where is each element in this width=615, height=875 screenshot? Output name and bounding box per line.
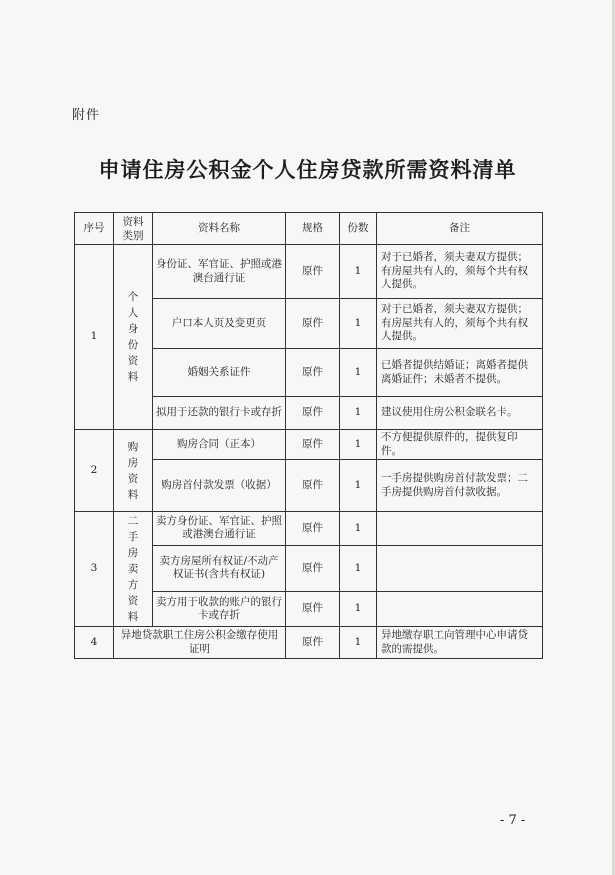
remark-cell: 对于已婚者，须夫妻双方提供；有房屋共有人的，须每个共有权人提供。 [377,245,543,299]
remark-cell: 一手房提供购房首付款发票；二手房提供购房首付款收据。 [377,460,543,512]
header-seq: 序号 [75,213,114,245]
materials-table [74,212,543,659]
remark-cell [377,545,543,592]
copies-cell: 1 [340,627,377,659]
remark-cell [377,592,543,627]
copies-cell: 1 [340,460,377,512]
table-row [75,245,543,299]
name-cell: 身份证、军官证、护照或港澳台通行证 [153,245,286,299]
table-row [75,512,543,546]
spec-cell: 原件 [286,430,340,460]
spec-cell: 原件 [286,512,340,546]
spec-cell: 原件 [286,349,340,397]
spec-cell: 原件 [286,627,340,659]
copies-cell: 1 [340,545,377,592]
spec-cell: 原件 [286,460,340,512]
remark-cell: 建议使用住房公积金联名卡。 [377,397,543,430]
category-cell [114,245,153,430]
copies-cell: 1 [340,299,377,349]
name-cell: 卖方用于收款的账户的银行卡或存折 [153,592,286,627]
header-category [114,213,153,245]
category-cell [114,512,153,627]
category-text: 个人身份资料 [127,291,139,383]
header-name: 资料名称 [153,213,286,245]
remark-cell [377,512,543,546]
remark-cell: 异地缴存职工向管理中心申请贷款的需提供。 [377,627,543,659]
remark-cell: 不方便提供原件的，提供复印件。 [377,430,543,460]
spec-cell: 原件 [286,245,340,299]
document-title: 申请住房公积金个人住房贷款所需资料清单 [98,158,517,182]
copies-cell: 1 [340,245,377,299]
spec-cell: 原件 [286,299,340,349]
seq-cell: 4 [75,627,114,659]
spec-cell: 原件 [286,545,340,592]
remark-cell: 对于已婚者，须夫妻双方提供；有房屋共有人的，须每个共有权人提供。 [377,299,543,349]
name-cell: 拟用于还款的银行卡或存折 [153,397,286,430]
header-remark: 备注 [377,213,543,245]
name-cell: 婚姻关系证件 [153,349,286,397]
table-header-row [75,213,543,245]
name-cell: 购房合同（正本） [153,430,286,460]
page-number: - 7 - [500,813,526,828]
header-spec: 规格 [286,213,340,245]
copies-cell: 1 [340,512,377,546]
seq-cell: 1 [75,245,114,430]
seq-cell: 2 [75,430,114,512]
copies-cell: 1 [340,430,377,460]
remark-cell: 已婚者提供结婚证；离婚者提供离婚证件；未婚者不提供。 [377,349,543,397]
annex-label: 附件 [72,108,101,123]
name-cell: 卖方房屋所有权证/不动产权证书(含共有权证) [153,545,286,592]
seq-cell: 3 [75,512,114,627]
name-cell: 购房首付款发票（收据） [153,460,286,512]
table-row [75,430,543,460]
header-copies: 份数 [340,213,377,245]
name-cell: 异地贷款职工住房公积金缴存使用证明 [114,627,286,659]
category-cell [114,430,153,512]
category-text: 二手房卖方资料 [127,515,139,623]
name-cell: 户口本人页及变更页 [153,299,286,349]
spec-cell: 原件 [286,397,340,430]
copies-cell: 1 [340,349,377,397]
table-row [75,627,543,659]
copies-cell: 1 [340,592,377,627]
name-cell: 卖方身份证、军官证、护照或港澳台通行证 [153,512,286,546]
category-text: 购房资料 [127,440,139,501]
copies-cell: 1 [340,397,377,430]
spec-cell: 原件 [286,592,340,627]
header-category-text: 资料类别 [122,215,144,242]
